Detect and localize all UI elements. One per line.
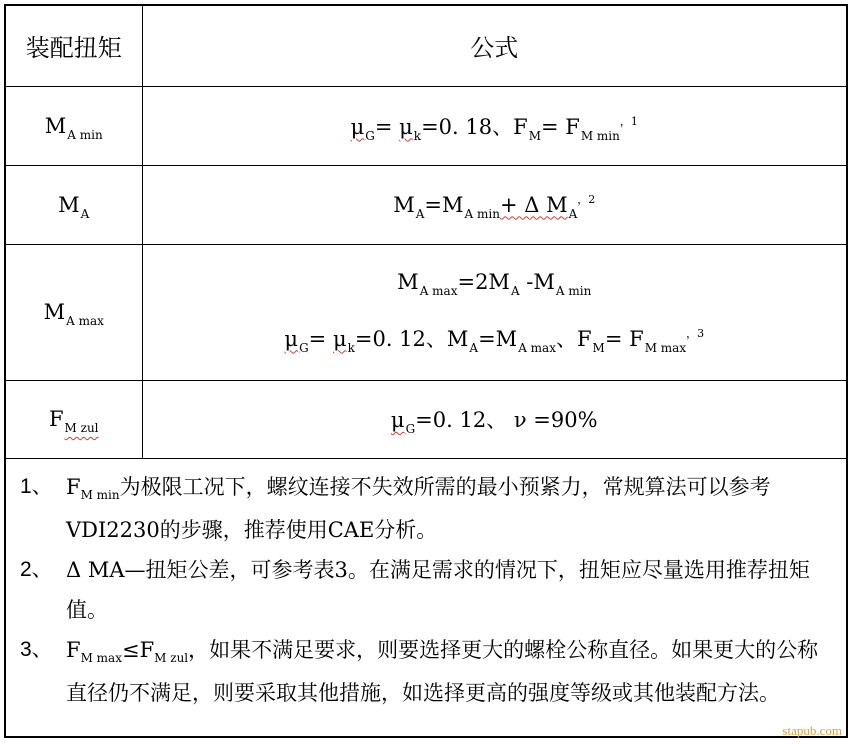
- note-1: 1、 $F_{M min}$为极限工况下，螺纹连接不失效所需的最小预紧力，常规算法可以参考VDI2230的步骤，推荐使用CAE分析。: [20, 474, 771, 542]
- table-row: [6, 165, 846, 244]
- mu-g: $\mu_G$: [350, 114, 375, 143]
- watermark: stapub.com: [782, 723, 842, 738]
- mu-k: $\mu_k$: [332, 326, 355, 355]
- formula-ma-min: $\mu_G= \mu_k=0$. 18、$F_M= F_{M min}^{,1}$: [142, 86, 846, 165]
- table-row: [6, 244, 846, 380]
- notes-section: [6, 459, 846, 713]
- formula-ma: $M_A=M_{A min}+ \Delta$ $M_A^{,2}$: [142, 165, 846, 244]
- table-row: [6, 380, 846, 458]
- mu-k: $\mu_k$: [399, 114, 422, 143]
- formula-line-2: $\mu_G= \mu_k=0$. 12、$M_A=M_{A max}$、$F_M= F_{M max}^{,3}$: [284, 326, 705, 355]
- symbol-ma-min: $M_{A min}$: [6, 86, 142, 165]
- formula-line-1: $M_{A max}=2M_A$ $-M_{A min}$: [397, 269, 592, 298]
- symbol-ma-max: $M_{A max}$: [6, 244, 142, 380]
- formula-fm-zul: $\mu_G=0$. 12、 ν =90%: [142, 380, 846, 458]
- document-page: [4, 4, 848, 738]
- note-2: 2、 Δ MA—扭矩公差，可参考表3。在满足需求的情况下，扭矩应尽量选用推荐扭矩值。: [20, 557, 810, 622]
- torque-table: [6, 6, 846, 459]
- symbol-fm-zul: $F_{M zul}$: [6, 380, 142, 458]
- header-row: [6, 6, 846, 86]
- mu-g: $\mu_G$: [284, 326, 309, 355]
- symbol-ma: $M_A$: [6, 165, 142, 244]
- header-formula: 公式: [142, 6, 846, 86]
- formula-ma-max: [142, 244, 846, 380]
- note-3: 3、 $F_{M max}\le F_{M zul}$，如果不满足要求，则要选择更大的螺栓公称直径。如果更大的公称直径仍不满足，则要采取其他措施，如选择更高的强度等级或其他装配方法。: [20, 637, 819, 705]
- header-torque: 装配扭矩: [6, 6, 142, 86]
- mu-g: $\mu_G$: [390, 408, 416, 436]
- delta-ma: + Δ $M_A$: [499, 192, 578, 221]
- table-row: [6, 86, 846, 165]
